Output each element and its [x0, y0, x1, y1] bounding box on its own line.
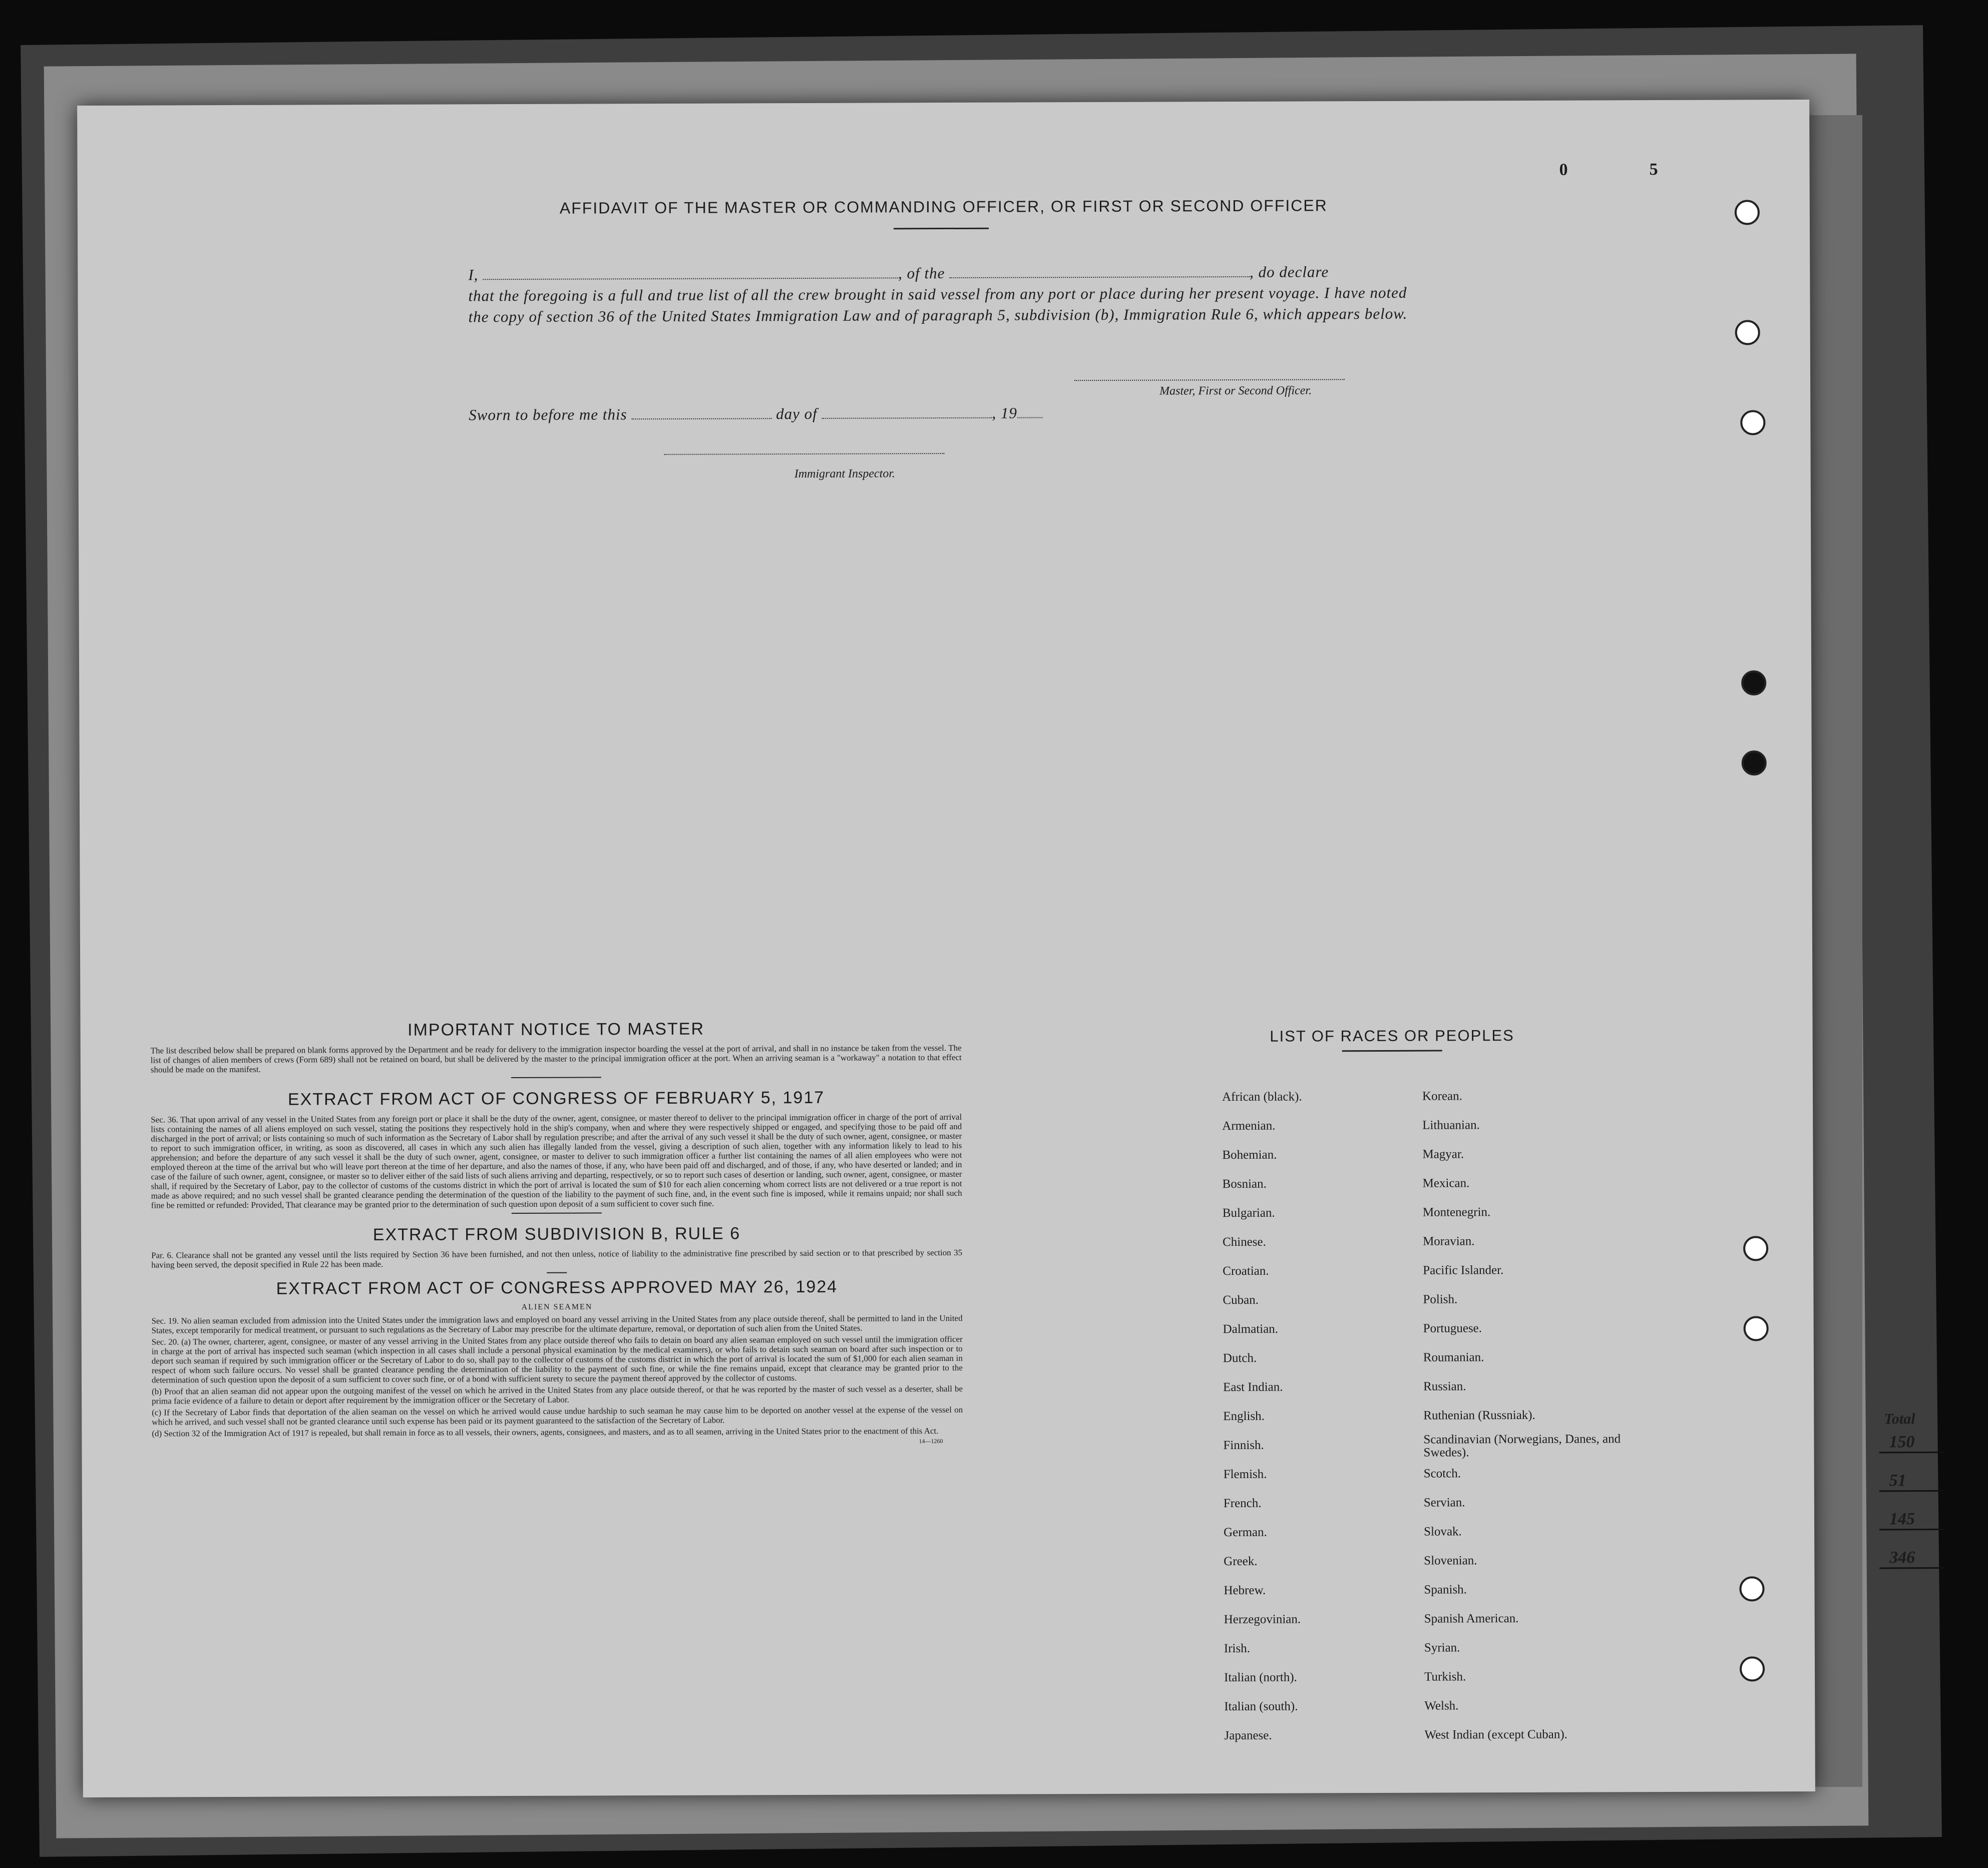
extract-1917-title: EXTRACT FROM ACT OF CONGRESS OF FEBRUARY 5, 1917 [287, 1088, 825, 1109]
form-number: 14—1260 [919, 1438, 943, 1445]
month-field[interactable] [822, 417, 992, 419]
master-label: Master, First or Second Officer. [1159, 384, 1312, 398]
race-item: Syrian. [1424, 1641, 1460, 1655]
binder-hole [1742, 750, 1767, 775]
extract-1924-title: EXTRACT FROM ACT OF CONGRESS APPROVED MAY 26, 1924 [276, 1277, 838, 1298]
extract-1924-para: (c) If the Secretary of Labor finds that deportation of the alien seaman on the vessel on which he arrived would cause undue hardship to such seaman he may cause him to be deported on another vessel at the expense of the vessel on which he arrived, and such vessel shall not be granted clearance until such expense has been paid or its payment guaranteed to the satisfaction of the Secretary of Labor. [152, 1405, 963, 1427]
race-item: Russian. [1423, 1379, 1466, 1393]
subdivision-b-text: Par. 6. Clearance shall not be granted any vessel until the lists required by Section 36 have been furnished, and not then unless, notice of liability to the administrative fine prescribed by said section or to that prescribed by section 35 having been served, the deposit specified in Rule 22 has been made. [151, 1247, 963, 1270]
race-item: East Indian. [1223, 1380, 1283, 1394]
race-item: English. [1223, 1409, 1265, 1424]
race-item: Flemish. [1223, 1467, 1267, 1482]
race-item: Korean. [1422, 1089, 1462, 1103]
race-item: Dutch. [1223, 1351, 1257, 1365]
race-item: Dalmatian. [1223, 1322, 1279, 1336]
race-item: Herzegovinian. [1224, 1612, 1301, 1627]
affidavit-i: I, [468, 266, 479, 284]
races-list [1122, 1026, 1623, 1743]
affidavit-of: , of the [898, 264, 945, 282]
races-column-1 [1222, 1083, 1304, 1751]
race-item: Hebrew. [1224, 1583, 1266, 1598]
race-item: Polish. [1423, 1292, 1458, 1306]
races-rule [1342, 1050, 1442, 1052]
vessel-field[interactable] [949, 276, 1250, 278]
race-item: Greek. [1224, 1554, 1258, 1569]
tally-value: 150 [1879, 1433, 1944, 1453]
race-item: African (black). [1222, 1090, 1302, 1104]
day-of-text: day of [776, 404, 818, 423]
page-mark-left: 0 [1559, 160, 1568, 179]
notice-section [150, 1019, 963, 1448]
binder-hole [1741, 670, 1766, 695]
race-item: Chinese. [1223, 1235, 1266, 1249]
binder-hole [1743, 1236, 1768, 1261]
race-item: Finnish. [1223, 1438, 1264, 1453]
master-signature-line[interactable] [1074, 379, 1345, 381]
race-item: Lithuanian. [1422, 1118, 1480, 1132]
binder-hole [1735, 320, 1760, 345]
inspector-label: Immigrant Inspector. [794, 467, 896, 481]
year-field[interactable] [1017, 417, 1042, 418]
binder-hole [1739, 1576, 1764, 1601]
section-rule [512, 1212, 602, 1214]
race-item: Italian (south). [1224, 1699, 1298, 1714]
race-item: Armenian. [1222, 1119, 1276, 1133]
race-item: Cuban. [1223, 1293, 1259, 1307]
sworn-text: Sworn to before me this [469, 405, 627, 424]
races-column-2 [1422, 1081, 1625, 1749]
notice-title: IMPORTANT NOTICE TO MASTER [408, 1019, 705, 1040]
race-item: Italian (north). [1224, 1670, 1297, 1685]
extract-1924-para: (d) Section 32 of the Immigration Act of 1917 is repealed, but shall remain in force as to all vessels, their owners, agents, consignees, and masters, and as to all seamen, arriving in the United States prior to the enactment of this Act. [152, 1426, 939, 1439]
affidavit-first-line [468, 261, 1419, 286]
subdivision-b-title: EXTRACT FROM SUBDIVISION B, RULE 6 [372, 1224, 741, 1245]
day-field[interactable] [631, 418, 771, 419]
year-text: , 19 [992, 404, 1018, 422]
race-item: Servian. [1423, 1496, 1465, 1510]
race-item: Spanish American. [1424, 1612, 1519, 1626]
affidavit-title: AFFIDAVIT OF THE MASTER OR COMMANDING OFFICER, OR FIRST OR SECOND OFFICER [559, 196, 1328, 217]
extract-1924-para: Sec. 19. No alien seaman excluded from admission into the United States under the immigration laws and employed on board any vessel arriving in the United States from any place outside thereof, shall be permitted to land in the United States, except temporarily for medical treatment, or pursuant to such regulations as the Secretary of Labor may prescribe for the ultimate departure, removal, or deportation of such alien from the United States. [151, 1313, 963, 1335]
race-item: Welsh. [1424, 1699, 1459, 1713]
binder-hole [1740, 410, 1765, 435]
race-item: Pacific Islander. [1423, 1263, 1504, 1277]
affidavit-text: that the foregoing is a full and true list of all the crew brought in said vessel from any port or place during her present voyage. I have noted the copy of section 36 of the United States Immigration Law and of paragraph 5, subdivision (b), Immigration Rule 6, which appears below. [468, 283, 1408, 326]
race-item: Japanese. [1224, 1728, 1272, 1743]
race-item: Turkish. [1424, 1670, 1466, 1684]
race-item: German. [1224, 1525, 1267, 1540]
notice-text: The list described below shall be prepared on blank forms approved by the Department and be ready for delivery to the immigration inspector boarding the vessel at the port of arrival, and shall in no instance be taken from the vessel. The list of changes of alien members of crews (Form 689) shall not be retained on board, but shall be delivered by the master to the principal immigration officer at the port. When an arriving seaman is a "workaway" a notation to that effect should be made on the manifest. [150, 1043, 962, 1075]
extract-1917-text: Sec. 36. That upon arrival of any vessel in the United States from any foreign port or place it shall be the duty of the owner, agent, consignee, or master thereof to deliver to the principal immigration officer in charge of the port of arrival lists containing the names of all aliens employed on such vessel, stating the positions they respectively hold in the ship's company, when and where they were respectively shipped or engaged, and specifying those to be paid off and discharged in the port of arrival; or lists containing so much of such information as the Secretary of Labor shall by regulation prescribe; and after the arrival of any such vessel it shall be the duty of such owner, agent, consignee, or master to report to such immigration officer, in writing, as soon as discovered, all cases in which any such alien has illegally landed from the vessel, giving a description of such alien, together with any information likely to lead to his apprehension; and before the departure of any such vessel it shall be the duty of such owner, agent, consignee, or master to deliver to such immigration officer a further list containing the names of all alien employees who were not employed thereon at the time of the arrival but who will leave port thereon at the time of her departure, and also the names of those, if any, who have been paid off and discharged, and of those, if any, who have deserted or landed; and in case of the failure of such owner, agent, consignee, or master so to deliver either of the said lists of such aliens arriving and departing, respectively, or so to report such cases of desertion or landing, such owner, agent, consignee, or master shall, if required by the Secretary of Labor, pay to the collector of customs of the customs district in which the port of arrival is located the sum of $10 for each alien concerning whom correct lists are not delivered or a true report is not made as above required; and no such vessel shall be granted clearance pending the determination of the question of the liability to the payment of such fine, and, in the event such fine is imposed, while it remains unpaid; nor shall such fine be remitted or refunded: Provided, That clearance may be granted prior to the determination of such question upon deposit of a sum sufficient to cover such fine. [151, 1112, 962, 1210]
race-item: Portuguese. [1423, 1321, 1482, 1335]
race-item: Magyar. [1422, 1147, 1464, 1161]
sworn-line [469, 401, 1420, 426]
affidavit-body [468, 261, 1419, 328]
race-item: Croatian. [1223, 1264, 1269, 1278]
race-item: Montenegrin. [1422, 1205, 1491, 1219]
tally-value: 51 [1879, 1471, 1944, 1492]
race-item: French. [1223, 1496, 1262, 1511]
extract-1924-para: Sec. 20. (a) The owner, charterer, agent, consignee, or master of any vessel arriving in the United States from any place outside thereof who fails to detain on board any alien seaman employed on such vessel until the immigration officer in charge at the port of arrival has inspected such seaman (which inspection in all cases shall include a personal physical examination by the medical examiners), or who fails to detain such seaman on board after such inspection or to deport such seaman if required by such immigration officer or the Secretary of Labor to do so, shall pay to the collector of customs of the customs district in which the port of arrival is located the sum of $1,000 for each alien seaman in respect of whom such failure occurs. No vessel shall be granted clearance pending the determination of the liability to the payment of such fine, or while the fine remains unpaid, except that clearance may be granted prior to the determination of such question upon the deposit of a sum sufficient to cover such fine, or of a bond with sufficient surety to secure the payment thereof approved by the collector of customs. [151, 1334, 963, 1385]
race-item: Scotch. [1423, 1467, 1461, 1481]
race-item: Spanish. [1424, 1583, 1467, 1597]
tally-heading: Total [1884, 1411, 1915, 1428]
handwritten-tally [1879, 1411, 1944, 1587]
race-item: Mexican. [1422, 1176, 1470, 1190]
race-item: West Indian (except Cuban). [1424, 1727, 1567, 1742]
race-item: Bohemian. [1222, 1148, 1277, 1162]
race-item: Scandinavian (Norwegians, Danes, and Swedes). [1423, 1432, 1621, 1460]
page-mark-right: 5 [1649, 160, 1658, 179]
race-item: Slovenian. [1424, 1554, 1477, 1568]
section-rule [511, 1077, 601, 1078]
tally-value: 346 [1879, 1548, 1944, 1569]
tally-value: 145 [1879, 1510, 1944, 1530]
extract-1924-para: (b) Proof that an alien seaman did not appear upon the outgoing manifest of the vessel on which he arrived in the United States from any place outside thereof, or that he was reported by the master of such vessel as a deserter, shall be prima facie evidence of a failure to detain or deport after requirement by the immigration officer or the Secretary of Labor. [152, 1383, 963, 1406]
race-item: Moravian. [1423, 1234, 1475, 1248]
races-title: LIST OF RACES OR PEOPLES [1270, 1027, 1514, 1045]
section-rule [547, 1272, 567, 1273]
name-field[interactable] [483, 277, 898, 280]
race-item: Slovak. [1424, 1525, 1462, 1539]
binder-hole [1744, 1316, 1769, 1341]
race-item: Bulgarian. [1222, 1206, 1275, 1220]
title-rule [894, 228, 989, 230]
form-page [77, 100, 1915, 1797]
affidavit-declare: , do declare [1250, 263, 1329, 281]
race-item: Roumanian. [1423, 1350, 1484, 1364]
binder-hole [1740, 1656, 1765, 1681]
race-item: Ruthenian (Russniak). [1423, 1408, 1535, 1423]
inspector-signature-line[interactable] [664, 453, 945, 455]
alien-seamen-subtitle: ALIEN SEAMEN [521, 1302, 593, 1311]
race-item: Irish. [1224, 1641, 1251, 1656]
race-item: Bosnian. [1222, 1177, 1267, 1191]
